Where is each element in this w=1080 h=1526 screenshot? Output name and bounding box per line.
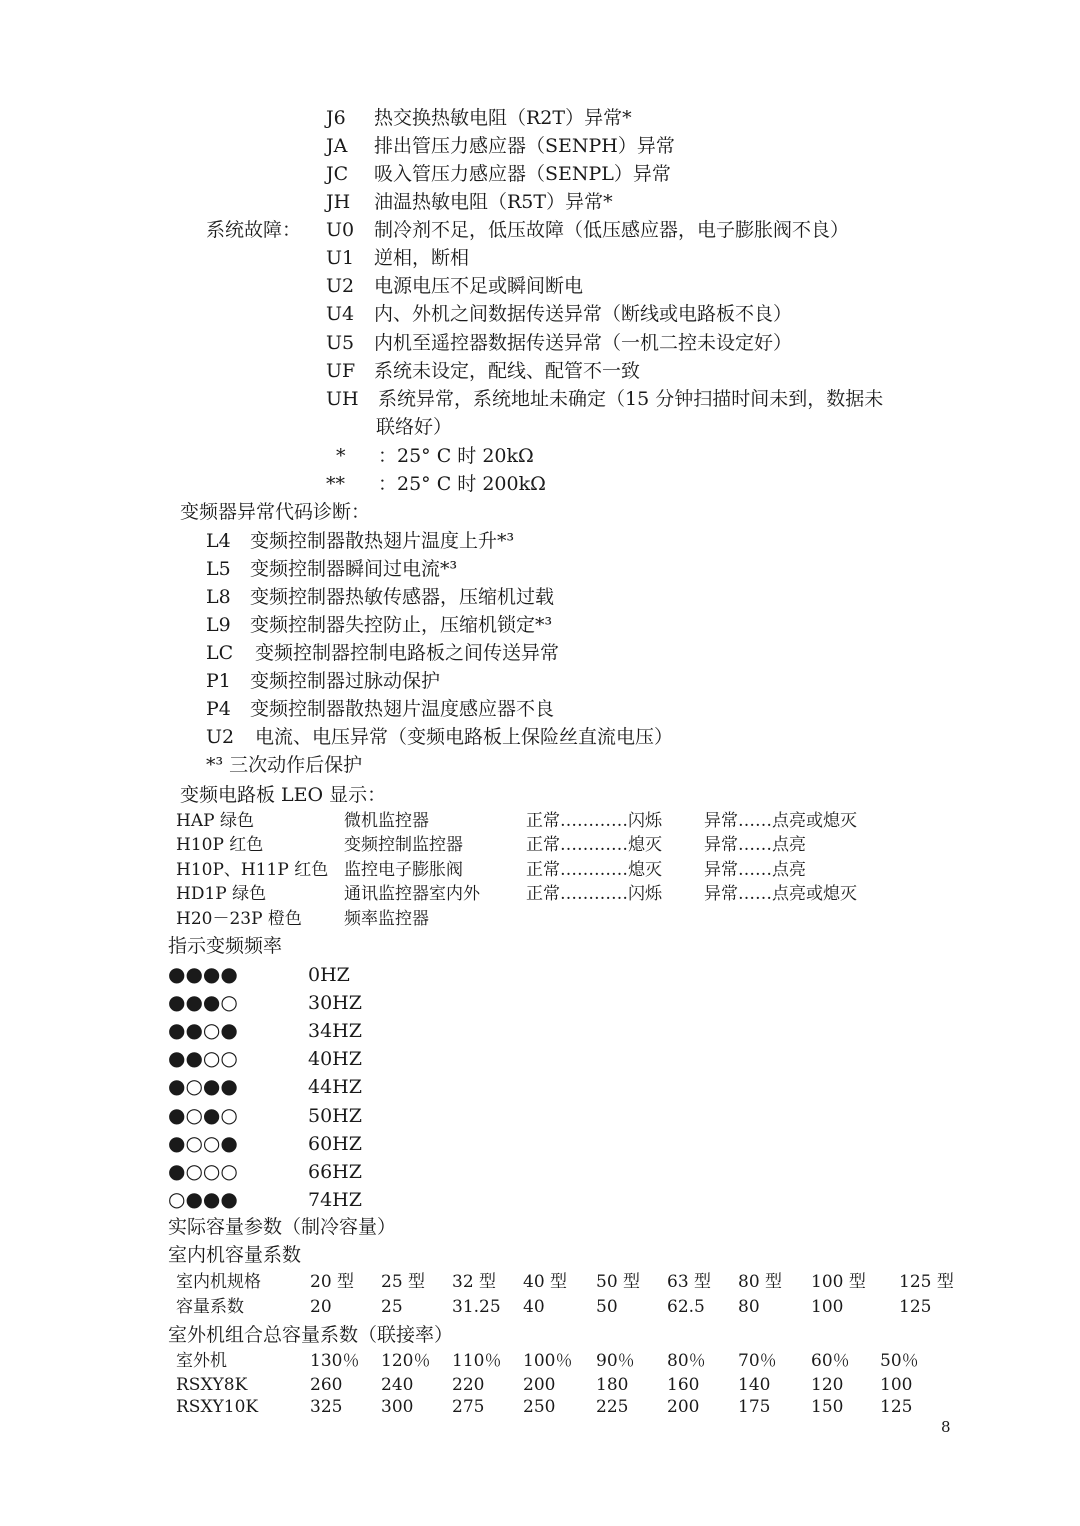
table-cell: 80％ <box>667 1351 706 1371</box>
table-cell: 250 <box>523 1397 556 1417</box>
system-fault-label: 系统故障： <box>206 219 302 241</box>
table-cell: 120％ <box>381 1351 431 1371</box>
led-name: HD1P 绿色 <box>176 884 267 904</box>
code-row <box>326 329 792 357</box>
inverter-code-row <box>206 695 554 723</box>
led-pattern: ●●●● <box>168 962 238 986</box>
led-abnormal: 异常……点亮 <box>704 860 806 880</box>
code-label: L4 <box>206 530 231 552</box>
code-desc: 变频控制器瞬间过电流*³ <box>250 558 458 580</box>
code-desc: 内、外机之间数据传送异常（断线或电路板不良） <box>374 303 793 325</box>
code-desc: 吸入管压力感应器（SENPL）异常 <box>374 163 671 185</box>
table-cell: 125 <box>899 1297 932 1317</box>
table-cell: 260 <box>310 1375 343 1395</box>
table-cell: 125 <box>880 1397 913 1417</box>
table-cell: 80 型 <box>738 1272 783 1292</box>
table-cell: 40 型 <box>523 1272 568 1292</box>
table-cell: 100 <box>880 1375 913 1395</box>
table-cell: 80 <box>738 1297 760 1317</box>
freq-row <box>168 1157 362 1186</box>
code-row <box>326 216 849 244</box>
code-row <box>326 104 632 132</box>
inverter-code-row <box>206 639 559 667</box>
inverter-code-row <box>206 723 673 751</box>
table-cell: 20 <box>310 1297 332 1317</box>
code-label: J6 <box>326 107 346 129</box>
code-label: UH <box>326 388 359 410</box>
freq-row <box>168 960 350 989</box>
led-title: 变频电路板 LEO 显示： <box>180 784 387 806</box>
led-name: HAP 绿色 <box>176 811 254 831</box>
code-desc: 变频控制器控制电路板之间传送异常 <box>255 642 560 664</box>
table-cell: 100 <box>811 1297 844 1317</box>
code-row <box>326 385 883 413</box>
table-cell: 130％ <box>310 1351 360 1371</box>
code-label: U0 <box>326 219 355 241</box>
freq-value: 40HZ <box>308 1048 362 1070</box>
table-cell: 90％ <box>596 1351 635 1371</box>
code-desc: 热交换热敏电阻（R2T）异常* <box>374 107 632 129</box>
code-desc: 油温热敏电阻（R5T）异常* <box>374 191 613 213</box>
code-row <box>326 244 469 272</box>
outdoor-row <box>176 1373 912 1397</box>
indoor-row <box>176 1270 954 1294</box>
table-cell: 32 型 <box>452 1272 497 1292</box>
code-desc: 系统异常，系统地址未确定（15 分钟扫描时间未到，数据未 <box>378 388 884 410</box>
led-pattern: ●○○○ <box>168 1159 238 1183</box>
inverter-code-row <box>206 527 514 555</box>
led-name: H10P 红色 <box>176 835 264 855</box>
inverter-note: *³ 三次动作后保护 <box>206 754 363 776</box>
code-desc: 电源电压不足或瞬间断电 <box>374 275 584 297</box>
led-normal: 正常…………闪烁 <box>526 884 662 904</box>
table-cell: 275 <box>452 1397 485 1417</box>
led-row <box>176 858 806 882</box>
table-cell: 室内机规格 <box>176 1272 261 1292</box>
code-desc: 电流、电压异常（变频电路板上保险丝直流电压） <box>255 726 674 748</box>
table-cell: RSXY8K <box>176 1375 248 1395</box>
led-pattern: ●○●○ <box>168 1103 238 1127</box>
freq-row <box>168 1072 362 1101</box>
indoor-title: 室内机容量系数 <box>168 1244 302 1266</box>
table-cell: 200 <box>667 1397 700 1417</box>
led-abnormal: 异常……点亮或熄灭 <box>704 884 857 904</box>
inverter-code-row <box>206 611 552 639</box>
table-cell: 100 型 <box>811 1272 866 1292</box>
table-cell: 325 <box>310 1397 343 1417</box>
table-cell: 180 <box>596 1375 629 1395</box>
code-label: L9 <box>206 614 231 636</box>
code-row <box>326 272 583 300</box>
freq-row <box>168 1016 362 1045</box>
code-label: U2 <box>326 275 355 297</box>
table-cell: 50％ <box>880 1351 919 1371</box>
table-cell: 225 <box>596 1397 629 1417</box>
inverter-title: 变频器异常代码诊断： <box>180 501 371 523</box>
code-desc: 制冷剂不足，低压故障（低压感应器，电子膨胀阀不良） <box>374 219 850 241</box>
led-pattern: ●●○○ <box>168 1046 238 1070</box>
table-cell: 70％ <box>738 1351 777 1371</box>
led-normal: 正常…………闪烁 <box>526 811 662 831</box>
freq-value: 44HZ <box>308 1076 362 1098</box>
freq-row <box>168 1044 362 1073</box>
code-label: L8 <box>206 586 231 608</box>
indoor-row <box>176 1295 931 1319</box>
code-desc: 变频控制器热敏传感器，压缩机过载 <box>250 586 555 608</box>
code-label: L5 <box>206 558 231 580</box>
led-func: 微机监控器 <box>344 811 429 831</box>
outdoor-title: 室外机组合总容量系数（联接率） <box>168 1324 454 1346</box>
inverter-code-row <box>206 555 457 583</box>
freq-value: 0HZ <box>308 964 350 986</box>
freq-value: 50HZ <box>308 1105 362 1127</box>
led-abnormal: 异常……点亮或熄灭 <box>704 811 857 831</box>
code-label: JC <box>326 163 349 185</box>
code-row <box>326 300 792 328</box>
table-cell: 40 <box>523 1297 545 1317</box>
led-func: 监控电子膨胀阀 <box>344 860 463 880</box>
table-cell: 20 型 <box>310 1272 355 1292</box>
note-row <box>336 442 534 470</box>
code-row <box>326 357 640 385</box>
led-normal: 正常…………熄灭 <box>526 835 662 855</box>
table-cell: 容量系数 <box>176 1297 244 1317</box>
led-pattern: ●○●● <box>168 1074 238 1098</box>
page-number: 8 <box>941 1418 951 1436</box>
note-row <box>326 470 546 498</box>
freq-title: 指示变频频率 <box>168 935 283 957</box>
led-name: H10P、H11P 红色 <box>176 860 329 880</box>
freq-row <box>168 1185 362 1214</box>
led-func: 通讯监控器室内外 <box>344 884 480 904</box>
code-label: LC <box>206 642 234 664</box>
code-desc: 排出管压力感应器（SENPH）异常 <box>374 135 675 157</box>
code-desc: 系统未设定，配线、配管不一致 <box>374 360 641 382</box>
code-label: P4 <box>206 698 231 720</box>
freq-value: 30HZ <box>308 992 362 1014</box>
table-cell: 125 型 <box>899 1272 954 1292</box>
table-cell: 120 <box>811 1375 844 1395</box>
code-label: U5 <box>326 332 355 354</box>
inverter-code-row <box>206 583 554 611</box>
code-row <box>326 188 613 216</box>
code-desc: 变频控制器散热翅片温度上升*³ <box>250 530 515 552</box>
led-row <box>176 809 857 833</box>
freq-row <box>168 1101 362 1130</box>
code-row <box>326 132 675 160</box>
table-cell: 300 <box>381 1397 414 1417</box>
table-cell: 140 <box>738 1375 771 1395</box>
table-cell: 63 型 <box>667 1272 712 1292</box>
inverter-code-row <box>206 667 440 695</box>
code-desc: 内机至遥控器数据传送异常（一机二控未设定好） <box>374 332 793 354</box>
code-row <box>326 160 671 188</box>
code-label: UF <box>326 360 356 382</box>
led-normal: 正常…………熄灭 <box>526 860 662 880</box>
freq-value: 60HZ <box>308 1133 362 1155</box>
note-mark: * <box>336 445 346 467</box>
table-cell: 50 型 <box>596 1272 641 1292</box>
freq-value: 34HZ <box>308 1020 362 1042</box>
table-cell: 室外机 <box>176 1351 227 1371</box>
freq-value: 74HZ <box>308 1189 362 1211</box>
table-cell: 220 <box>452 1375 485 1395</box>
led-name: H20－23P 橙色 <box>176 909 302 929</box>
freq-row <box>168 1129 362 1158</box>
led-func: 变频控制监控器 <box>344 835 463 855</box>
code-label: U1 <box>326 247 355 269</box>
table-cell: 31.25 <box>452 1297 501 1317</box>
outdoor-row <box>176 1349 919 1373</box>
code-desc: 逆相，断相 <box>374 247 470 269</box>
table-cell: 25 型 <box>381 1272 426 1292</box>
led-pattern: ○●●● <box>168 1187 238 1211</box>
table-cell: 175 <box>738 1397 771 1417</box>
led-func: 频率监控器 <box>344 909 429 929</box>
led-pattern: ●●●○ <box>168 990 238 1014</box>
led-row <box>176 907 526 931</box>
code-label: JA <box>326 135 348 157</box>
table-cell: 240 <box>381 1375 414 1395</box>
freq-row <box>168 988 362 1017</box>
table-cell: 25 <box>381 1297 403 1317</box>
code-desc: 变频控制器过脉动保护 <box>250 670 441 692</box>
code-label: P1 <box>206 670 231 692</box>
table-cell: 160 <box>667 1375 700 1395</box>
code-desc: 变频控制器失控防止，压缩机锁定*³ <box>250 614 553 636</box>
outdoor-row <box>176 1395 912 1419</box>
table-cell: 100％ <box>523 1351 573 1371</box>
table-cell: 62.5 <box>667 1297 705 1317</box>
led-row <box>176 833 806 857</box>
code-label: U2 <box>206 726 235 748</box>
code-label: JH <box>326 191 351 213</box>
code-desc-continued: 联络好） <box>376 416 453 438</box>
led-abnormal: 异常……点亮 <box>704 835 806 855</box>
capacity-title: 实际容量参数（制冷容量） <box>168 1216 397 1238</box>
led-pattern: ●●○● <box>168 1018 238 1042</box>
code-desc: 变频控制器散热翅片温度感应器不良 <box>250 698 555 720</box>
note-text: ：25° C 时 200kΩ <box>378 473 546 495</box>
table-cell: 150 <box>811 1397 844 1417</box>
led-row <box>176 882 857 906</box>
table-cell: 60％ <box>811 1351 850 1371</box>
freq-value: 66HZ <box>308 1161 362 1183</box>
led-pattern: ●○○● <box>168 1131 238 1155</box>
table-cell: 50 <box>596 1297 618 1317</box>
note-text: ：25° C 时 20kΩ <box>378 445 534 467</box>
code-label: U4 <box>326 303 355 325</box>
table-cell: 110％ <box>452 1351 502 1371</box>
table-cell: RSXY10K <box>176 1397 259 1417</box>
note-mark: ** <box>326 473 345 495</box>
table-cell: 200 <box>523 1375 556 1395</box>
